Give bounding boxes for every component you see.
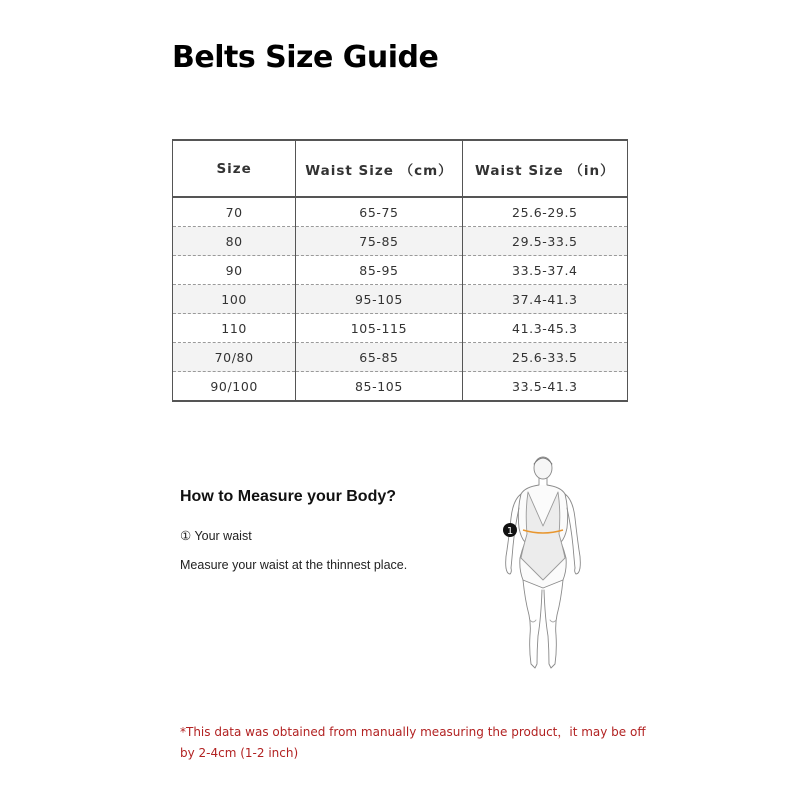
table-row xyxy=(173,372,628,402)
cell-waist-in: 25.6-29.5 xyxy=(462,197,627,227)
table-row xyxy=(173,285,628,314)
measure-instruction: Measure your waist at the thinnest place. xyxy=(180,558,408,572)
cell-size: 90 xyxy=(173,256,296,285)
measure-heading: How to Measure your Body? xyxy=(180,488,397,505)
cell-size: 70/80 xyxy=(173,343,296,372)
cell-waist-cm: 85-95 xyxy=(296,256,462,285)
cell-size: 90/100 xyxy=(173,372,296,402)
cell-waist-in: 33.5-37.4 xyxy=(462,256,627,285)
cell-waist-cm: 105-115 xyxy=(296,314,462,343)
page-title: Belts Size Guide xyxy=(172,40,439,75)
cell-waist-cm: 65-75 xyxy=(296,197,462,227)
waist-marker-number: 1 xyxy=(506,526,514,537)
measure-step-waist: ① Your waist xyxy=(180,529,252,543)
measurement-disclaimer-note: *This data was obtained from manually measuring the product，it may be off by 2-4cm (1-2 inch) xyxy=(180,725,646,760)
table-row xyxy=(173,227,628,256)
cell-waist-cm: 65-85 xyxy=(296,343,462,372)
cell-size: 100 xyxy=(173,285,296,314)
table-row xyxy=(173,197,628,227)
cell-waist-cm: 75-85 xyxy=(296,227,462,256)
header-size: Size xyxy=(173,140,296,197)
table-row xyxy=(173,343,628,372)
cell-waist-in: 29.5-33.5 xyxy=(462,227,627,256)
table-row xyxy=(173,314,628,343)
cell-size: 110 xyxy=(173,314,296,343)
table-row xyxy=(173,256,628,285)
cell-waist-in: 33.5-41.3 xyxy=(462,372,627,402)
table-header-row xyxy=(173,140,628,197)
size-table xyxy=(172,139,628,402)
cell-size: 80 xyxy=(173,227,296,256)
cell-waist-cm: 85-105 xyxy=(296,372,462,402)
cell-waist-cm: 95-105 xyxy=(296,285,462,314)
body-figure-illustration xyxy=(495,450,595,675)
cell-waist-in: 37.4-41.3 xyxy=(462,285,627,314)
header-waist-cm: Waist Size （cm） xyxy=(296,140,462,197)
cell-waist-in: 41.3-45.3 xyxy=(462,314,627,343)
header-waist-in: Waist Size （in） xyxy=(462,140,627,197)
cell-size: 70 xyxy=(173,197,296,227)
cell-waist-in: 25.6-33.5 xyxy=(462,343,627,372)
